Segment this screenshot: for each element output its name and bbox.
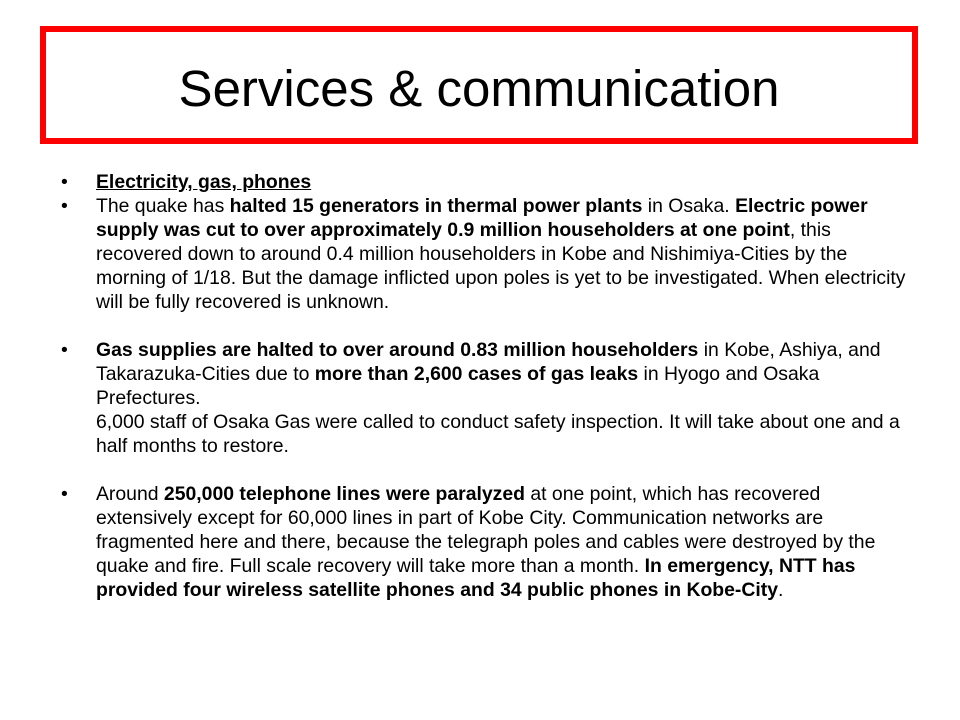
slide-body — [56, 170, 916, 602]
section-heading: Electricity, gas, phones — [96, 171, 312, 193]
phones-text-2: at one point, which has recovered extensively except for 60,000 lines in part of Kobe City. Communication networks are fragmented here and there, because the telegraph poles and cables were destroyed by the quake and fire. Full scale recovery will take more than a month. — [96, 483, 876, 577]
bullet-icon: • — [61, 339, 68, 361]
title-frame — [40, 26, 918, 144]
bullet-heading — [56, 170, 916, 194]
spacer — [56, 314, 916, 338]
bullet-phones — [56, 482, 916, 602]
gas-text-3: 6,000 staff of Osaka Gas were called to conduct safety inspection. It will take about one and a half months to restore. — [96, 411, 900, 457]
bullet-icon: • — [61, 171, 68, 193]
phones-text-1: Around — [96, 483, 164, 505]
slide-title: Services & communication — [178, 59, 780, 117]
bullet-gas — [56, 338, 916, 458]
bullet-icon: • — [61, 195, 68, 217]
electricity-text-2: in Osaka. — [642, 195, 736, 217]
gas-bold-1: Gas supplies are halted to over around 0.83 million householders — [96, 339, 699, 361]
phones-text-3: . — [778, 579, 784, 601]
gas-text-1: in Kobe, Ashiya, and Takarazuka-Cities due to — [96, 339, 881, 385]
electricity-text-1: The quake has — [96, 195, 230, 217]
electricity-bold-1: halted 15 generators in thermal power plants — [229, 195, 643, 217]
gas-text-2: in Hyogo and Osaka Prefectures. — [96, 363, 820, 409]
bullet-icon: • — [61, 483, 68, 505]
bullet-electricity — [56, 194, 916, 314]
gas-bold-2: more than 2,600 cases of gas leaks — [314, 363, 639, 385]
electricity-bold-2: Electric power supply was cut to over approximately 0.9 million householders at one point — [96, 195, 868, 241]
electricity-text-3: , this recovered down to around 0.4 million householders in Kobe and Nishimiya-Cities by the morning of 1/18. But the damage inflicted upon poles is yet to be investigated. When electricity will be fully recovered is unknown. — [96, 219, 906, 313]
spacer — [56, 458, 916, 482]
phones-bold-2: In emergency, NTT has provided four wireless satellite phones and 34 public phones in Kobe-City — [96, 555, 856, 601]
phones-bold-1: 250,000 telephone lines were paralyzed — [163, 483, 525, 505]
